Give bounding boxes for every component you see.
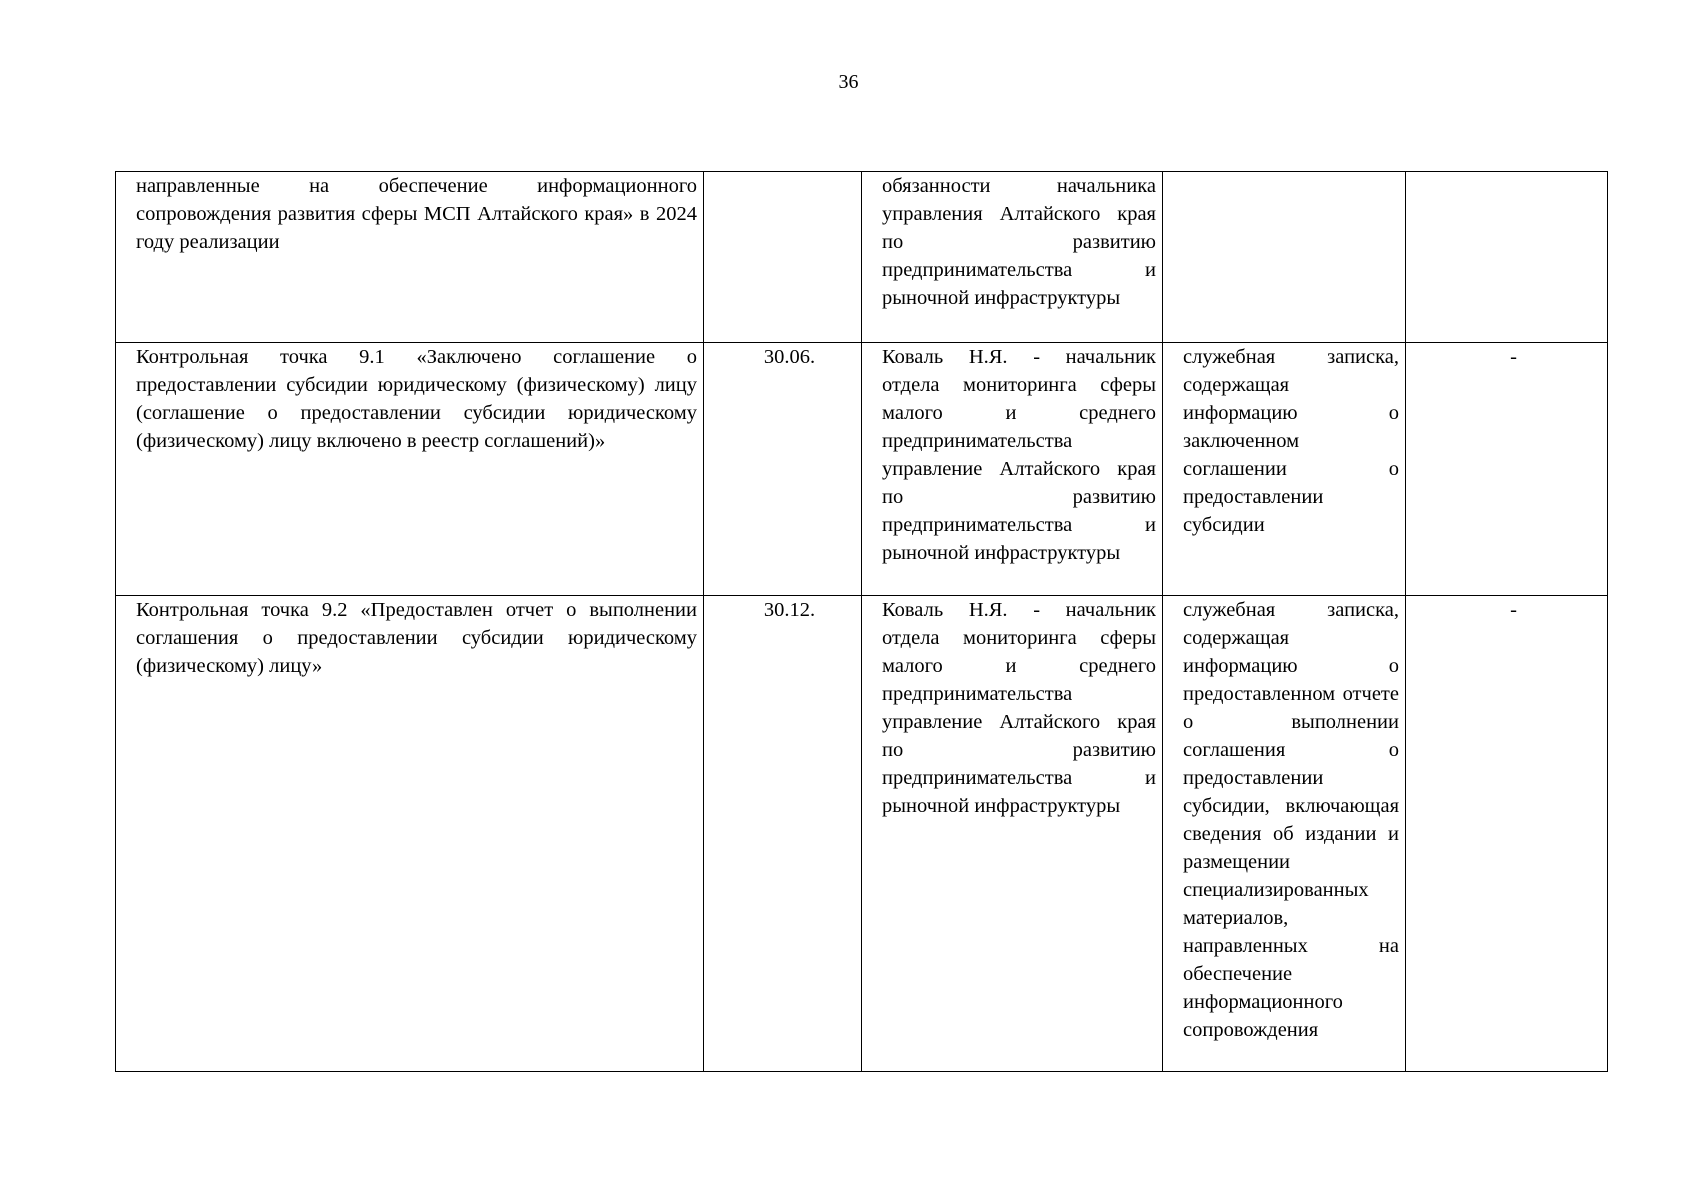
row-date-cell <box>704 343 862 596</box>
row-note-cell <box>1406 172 1608 343</box>
row-result-cell <box>1163 596 1406 1072</box>
row-description: Контрольная точка 9.2 «Предоставлен отчет о выполнении соглашения о предоставлении субсидии юридическому (физическому) лицу» <box>136 599 697 677</box>
page-number: 36 <box>838 71 859 93</box>
row-date: 30.12. <box>763 599 816 621</box>
row-responsible: Коваль Н.Я. - начальник отдела мониторинга сферы малого и среднего предпринимательства управление Алтайского края по развитию предпринимательства и рыночной инфраструктуры <box>882 599 1156 817</box>
row-responsible: обязанности начальника управления Алтайского края по развитию предпринимательства и рыночной инфраструктуры <box>882 175 1156 309</box>
table-row <box>116 596 1608 1072</box>
row-responsible-cell <box>862 172 1163 343</box>
row-description: Контрольная точка 9.1 «Заключено соглашение о предоставлении субсидии юридическому (физическому) лицу (соглашение о предоставлении субсидии юридическому (физическому) лицу включено в реестр соглашений)» <box>136 346 697 452</box>
row-result: служебная записка, содержащая информацию о предоставленном отчете о выполнении соглашения о предоставлении субсидии, включающая сведения об издании и размещении специализированных материалов, направленных на обеспечение информационного сопровождения <box>1183 599 1399 1041</box>
control-points-table <box>115 171 1608 1072</box>
row-result: служебная записка, содержащая информацию о заключенном соглашении о предоставлении субсидии <box>1183 346 1399 536</box>
row-result-cell <box>1163 172 1406 343</box>
row-note: - <box>1510 346 1517 368</box>
row-result-cell <box>1163 343 1406 596</box>
row-description-cell <box>116 596 704 1072</box>
row-responsible: Коваль Н.Я. - начальник отдела мониторинга сферы малого и среднего предпринимательства управление Алтайского края по развитию предпринимательства и рыночной инфраструктуры <box>882 346 1156 564</box>
row-note-cell <box>1406 343 1608 596</box>
table-row <box>116 172 1608 343</box>
row-date: 30.06. <box>763 346 816 368</box>
table-row <box>116 343 1608 596</box>
row-description-cell <box>116 172 704 343</box>
row-note: - <box>1510 599 1517 621</box>
row-description: направленные на обеспечение информационного сопровождения развития сферы МСП Алтайского края» в 2024 году реализации <box>136 175 697 253</box>
row-date-cell <box>704 172 862 343</box>
row-note-cell <box>1406 596 1608 1072</box>
row-responsible-cell <box>862 343 1163 596</box>
row-description-cell <box>116 343 704 596</box>
row-responsible-cell <box>862 596 1163 1072</box>
row-date-cell <box>704 596 862 1072</box>
